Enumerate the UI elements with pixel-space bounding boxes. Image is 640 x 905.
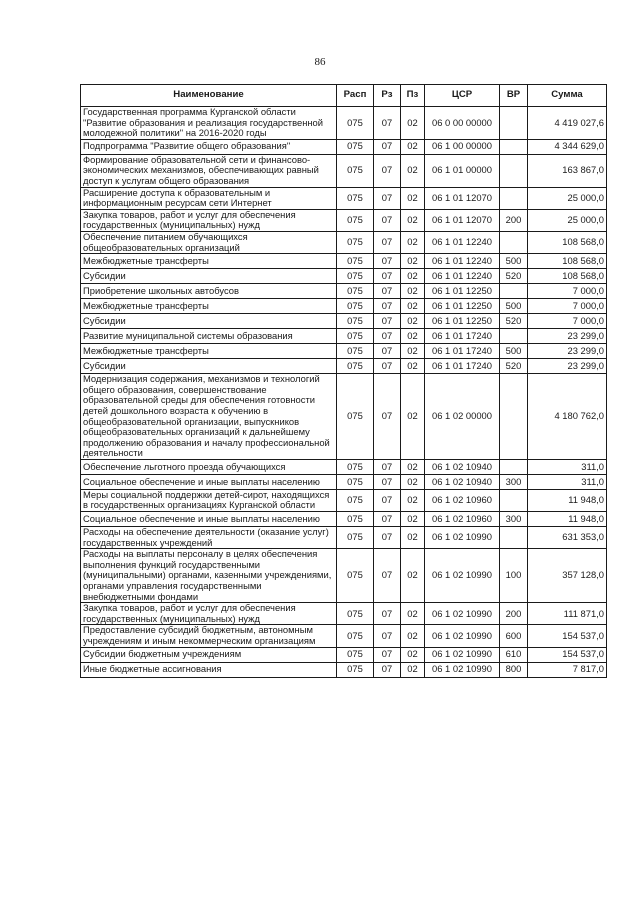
- cell-rz: 07: [374, 549, 401, 603]
- cell-rz: 07: [374, 299, 401, 314]
- cell-name: Меры социальной поддержки детей-сирот, находящихся в государственных организациях Курганской области: [81, 489, 337, 511]
- cell-rasp: 075: [337, 527, 374, 549]
- cell-pz: 02: [401, 489, 425, 511]
- cell-name: Приобретение школьных автобусов: [81, 284, 337, 299]
- cell-name: Социальное обеспечение и иные выплаты населению: [81, 474, 337, 489]
- cell-csr: 06 1 01 00000: [425, 154, 500, 187]
- cell-rasp: 075: [337, 603, 374, 625]
- cell-rz: 07: [374, 603, 401, 625]
- table-body: [81, 107, 607, 678]
- cell-pz: 02: [401, 107, 425, 140]
- cell-vr: 500: [500, 254, 528, 269]
- cell-name: Государственная программа Курганской области "Развитие образования и реализация государственной молодежной политики" на 2016-2020 годы: [81, 107, 337, 140]
- cell-sum: 154 537,0: [528, 647, 607, 662]
- column-header-sum: Сумма: [528, 85, 607, 107]
- cell-pz: 02: [401, 254, 425, 269]
- cell-name: Развитие муниципальной системы образования: [81, 329, 337, 344]
- cell-pz: 02: [401, 603, 425, 625]
- cell-name: Расширение доступа к образовательным и информационным ресурсам сети Интернет: [81, 187, 337, 209]
- cell-name: Межбюджетные трансферты: [81, 299, 337, 314]
- cell-csr: 06 1 02 10940: [425, 474, 500, 489]
- cell-sum: 357 128,0: [528, 549, 607, 603]
- cell-vr: 520: [500, 314, 528, 329]
- table-row: [81, 284, 607, 299]
- cell-sum: 25 000,0: [528, 209, 607, 231]
- cell-sum: 23 299,0: [528, 329, 607, 344]
- cell-rasp: 075: [337, 187, 374, 209]
- column-header-vr: ВР: [500, 85, 528, 107]
- page-number: 86: [314, 56, 326, 68]
- cell-pz: 02: [401, 459, 425, 474]
- cell-vr: 600: [500, 625, 528, 647]
- cell-name: Обеспечение льготного проезда обучающихся: [81, 459, 337, 474]
- column-header-rasp: Расп: [337, 85, 374, 107]
- table-row: [81, 625, 607, 647]
- cell-pz: 02: [401, 154, 425, 187]
- cell-sum: 163 867,0: [528, 154, 607, 187]
- cell-name: Модернизация содержания, механизмов и технологий общего образования, совершенствование образовательной среды для обеспечения готовности детей дошкольного возраста к обучению в общеобразовательной организации, выпускников общеобразовательных организаций к дальнейшему продолжению образования и началу профессиональной деятельности: [81, 374, 337, 460]
- cell-rz: 07: [374, 647, 401, 662]
- column-header-pz: Пз: [401, 85, 425, 107]
- table-row: [81, 329, 607, 344]
- cell-vr: [500, 284, 528, 299]
- cell-pz: 02: [401, 549, 425, 603]
- cell-vr: [500, 459, 528, 474]
- cell-vr: 300: [500, 512, 528, 527]
- table-row: [81, 254, 607, 269]
- table-row: [81, 209, 607, 231]
- cell-rasp: 075: [337, 512, 374, 527]
- cell-sum: 108 568,0: [528, 254, 607, 269]
- cell-csr: 06 1 02 10990: [425, 662, 500, 677]
- cell-sum: 7 817,0: [528, 662, 607, 677]
- cell-rz: 07: [374, 512, 401, 527]
- table-row: [81, 489, 607, 511]
- cell-rasp: 075: [337, 107, 374, 140]
- cell-sum: 11 948,0: [528, 489, 607, 511]
- cell-name: Предоставление субсидий бюджетным, автономным учреждениям и иным некоммерческим организациям: [81, 625, 337, 647]
- table-row: [81, 374, 607, 460]
- cell-vr: [500, 329, 528, 344]
- cell-name: Закупка товаров, работ и услуг для обеспечения государственных (муниципальных) нужд: [81, 603, 337, 625]
- cell-sum: 7 000,0: [528, 284, 607, 299]
- cell-vr: 500: [500, 344, 528, 359]
- cell-vr: 520: [500, 359, 528, 374]
- cell-name: Иные бюджетные ассигнования: [81, 662, 337, 677]
- cell-csr: 06 0 00 00000: [425, 107, 500, 140]
- budget-table: [80, 84, 607, 678]
- cell-pz: 02: [401, 662, 425, 677]
- cell-pz: 02: [401, 374, 425, 460]
- cell-rz: 07: [374, 231, 401, 253]
- cell-sum: 111 871,0: [528, 603, 607, 625]
- table-row: [81, 344, 607, 359]
- cell-csr: 06 1 01 17240: [425, 344, 500, 359]
- cell-csr: 06 1 00 00000: [425, 139, 500, 154]
- cell-sum: 311,0: [528, 474, 607, 489]
- cell-name: Закупка товаров, работ и услуг для обеспечения государственных (муниципальных) нужд: [81, 209, 337, 231]
- table-row: [81, 549, 607, 603]
- cell-pz: 02: [401, 474, 425, 489]
- cell-rasp: 075: [337, 474, 374, 489]
- table-row: [81, 527, 607, 549]
- cell-vr: 100: [500, 549, 528, 603]
- table-row: [81, 512, 607, 527]
- table-row: [81, 107, 607, 140]
- cell-rasp: 075: [337, 314, 374, 329]
- table-row: [81, 662, 607, 677]
- cell-rz: 07: [374, 474, 401, 489]
- cell-csr: 06 1 02 10990: [425, 625, 500, 647]
- cell-pz: 02: [401, 269, 425, 284]
- cell-sum: 4 344 629,0: [528, 139, 607, 154]
- cell-rasp: 075: [337, 489, 374, 511]
- cell-rz: 07: [374, 329, 401, 344]
- cell-rz: 07: [374, 344, 401, 359]
- cell-rz: 07: [374, 314, 401, 329]
- cell-rasp: 075: [337, 139, 374, 154]
- table-header-row: [81, 85, 607, 107]
- cell-name: Субсидии: [81, 269, 337, 284]
- cell-vr: 200: [500, 603, 528, 625]
- cell-rz: 07: [374, 374, 401, 460]
- table-row: [81, 647, 607, 662]
- table-row: [81, 231, 607, 253]
- cell-rz: 07: [374, 107, 401, 140]
- cell-vr: 200: [500, 209, 528, 231]
- cell-rasp: 075: [337, 254, 374, 269]
- cell-vr: [500, 187, 528, 209]
- cell-pz: 02: [401, 512, 425, 527]
- cell-sum: 25 000,0: [528, 187, 607, 209]
- cell-sum: 7 000,0: [528, 314, 607, 329]
- cell-rasp: 075: [337, 625, 374, 647]
- cell-name: Расходы на выплаты персоналу в целях обеспечения выполнения функций государственными (муниципальными) органами, казенными учреждениями, органами управления государственными внебюджетными фондами: [81, 549, 337, 603]
- cell-vr: [500, 527, 528, 549]
- cell-rz: 07: [374, 625, 401, 647]
- cell-csr: 06 1 01 12070: [425, 187, 500, 209]
- table-row: [81, 187, 607, 209]
- cell-csr: 06 1 02 10990: [425, 549, 500, 603]
- cell-vr: 800: [500, 662, 528, 677]
- cell-name: Межбюджетные трансферты: [81, 254, 337, 269]
- cell-rz: 07: [374, 662, 401, 677]
- cell-name: Субсидии: [81, 359, 337, 374]
- cell-rasp: 075: [337, 269, 374, 284]
- table-row: [81, 154, 607, 187]
- cell-rz: 07: [374, 154, 401, 187]
- cell-sum: 23 299,0: [528, 359, 607, 374]
- cell-csr: 06 1 01 12240: [425, 269, 500, 284]
- cell-vr: 300: [500, 474, 528, 489]
- cell-csr: 06 1 02 00000: [425, 374, 500, 460]
- cell-sum: 23 299,0: [528, 344, 607, 359]
- cell-sum: 631 353,0: [528, 527, 607, 549]
- cell-pz: 02: [401, 344, 425, 359]
- cell-csr: 06 1 02 10960: [425, 489, 500, 511]
- table-row: [81, 299, 607, 314]
- cell-csr: 06 1 01 17240: [425, 329, 500, 344]
- cell-vr: 520: [500, 269, 528, 284]
- cell-csr: 06 1 01 12250: [425, 314, 500, 329]
- cell-rz: 07: [374, 209, 401, 231]
- cell-rz: 07: [374, 284, 401, 299]
- cell-rasp: 075: [337, 344, 374, 359]
- cell-rz: 07: [374, 459, 401, 474]
- cell-csr: 06 1 02 10990: [425, 603, 500, 625]
- cell-rasp: 075: [337, 231, 374, 253]
- cell-sum: 108 568,0: [528, 231, 607, 253]
- cell-rasp: 075: [337, 359, 374, 374]
- cell-vr: [500, 139, 528, 154]
- cell-csr: 06 1 01 17240: [425, 359, 500, 374]
- cell-rasp: 075: [337, 284, 374, 299]
- cell-pz: 02: [401, 231, 425, 253]
- cell-pz: 02: [401, 359, 425, 374]
- table-row: [81, 314, 607, 329]
- cell-csr: 06 1 01 12240: [425, 254, 500, 269]
- cell-csr: 06 1 02 10960: [425, 512, 500, 527]
- cell-name: Расходы на обеспечение деятельности (оказание услуг) государственных учреждений: [81, 527, 337, 549]
- cell-name: Субсидии бюджетным учреждениям: [81, 647, 337, 662]
- cell-sum: 4 180 762,0: [528, 374, 607, 460]
- cell-vr: [500, 107, 528, 140]
- cell-pz: 02: [401, 139, 425, 154]
- cell-vr: [500, 489, 528, 511]
- cell-rasp: 075: [337, 549, 374, 603]
- cell-pz: 02: [401, 314, 425, 329]
- cell-rasp: 075: [337, 662, 374, 677]
- cell-pz: 02: [401, 209, 425, 231]
- cell-sum: 108 568,0: [528, 269, 607, 284]
- cell-csr: 06 1 01 12250: [425, 284, 500, 299]
- cell-pz: 02: [401, 647, 425, 662]
- cell-name: Социальное обеспечение и иные выплаты населению: [81, 512, 337, 527]
- cell-rasp: 075: [337, 374, 374, 460]
- column-header-rz: Рз: [374, 85, 401, 107]
- cell-rasp: 075: [337, 647, 374, 662]
- cell-rasp: 075: [337, 329, 374, 344]
- cell-sum: 154 537,0: [528, 625, 607, 647]
- cell-rz: 07: [374, 254, 401, 269]
- cell-csr: 06 1 01 12250: [425, 299, 500, 314]
- cell-name: Формирование образовательной сети и финансово-экономических механизмов, обеспечивающих равный доступ к услугам общего образования: [81, 154, 337, 187]
- cell-rasp: 075: [337, 299, 374, 314]
- cell-vr: [500, 231, 528, 253]
- table-row: [81, 269, 607, 284]
- cell-sum: 7 000,0: [528, 299, 607, 314]
- table-row: [81, 459, 607, 474]
- cell-rasp: 075: [337, 209, 374, 231]
- cell-pz: 02: [401, 329, 425, 344]
- cell-rz: 07: [374, 489, 401, 511]
- cell-rasp: 075: [337, 459, 374, 474]
- cell-pz: 02: [401, 625, 425, 647]
- cell-rasp: 075: [337, 154, 374, 187]
- table-row: [81, 359, 607, 374]
- cell-name: Обеспечение питанием обучающихся общеобразовательных организаций: [81, 231, 337, 253]
- cell-pz: 02: [401, 284, 425, 299]
- cell-name: Межбюджетные трансферты: [81, 344, 337, 359]
- cell-rz: 07: [374, 359, 401, 374]
- cell-rz: 07: [374, 139, 401, 154]
- cell-vr: [500, 374, 528, 460]
- cell-csr: 06 1 01 12070: [425, 209, 500, 231]
- cell-csr: 06 1 01 12240: [425, 231, 500, 253]
- cell-name: Подпрограмма "Развитие общего образования": [81, 139, 337, 154]
- cell-sum: 4 419 027,6: [528, 107, 607, 140]
- table-row: [81, 139, 607, 154]
- cell-sum: 11 948,0: [528, 512, 607, 527]
- cell-csr: 06 1 02 10990: [425, 527, 500, 549]
- cell-pz: 02: [401, 527, 425, 549]
- cell-vr: 610: [500, 647, 528, 662]
- cell-name: Субсидии: [81, 314, 337, 329]
- cell-vr: 500: [500, 299, 528, 314]
- cell-rz: 07: [374, 527, 401, 549]
- cell-csr: 06 1 02 10940: [425, 459, 500, 474]
- column-header-csr: ЦСР: [425, 85, 500, 107]
- cell-vr: [500, 154, 528, 187]
- table-row: [81, 474, 607, 489]
- cell-pz: 02: [401, 299, 425, 314]
- cell-rz: 07: [374, 269, 401, 284]
- cell-pz: 02: [401, 187, 425, 209]
- table-row: [81, 603, 607, 625]
- cell-csr: 06 1 02 10990: [425, 647, 500, 662]
- cell-sum: 311,0: [528, 459, 607, 474]
- column-header-name: Наименование: [81, 85, 337, 107]
- cell-rz: 07: [374, 187, 401, 209]
